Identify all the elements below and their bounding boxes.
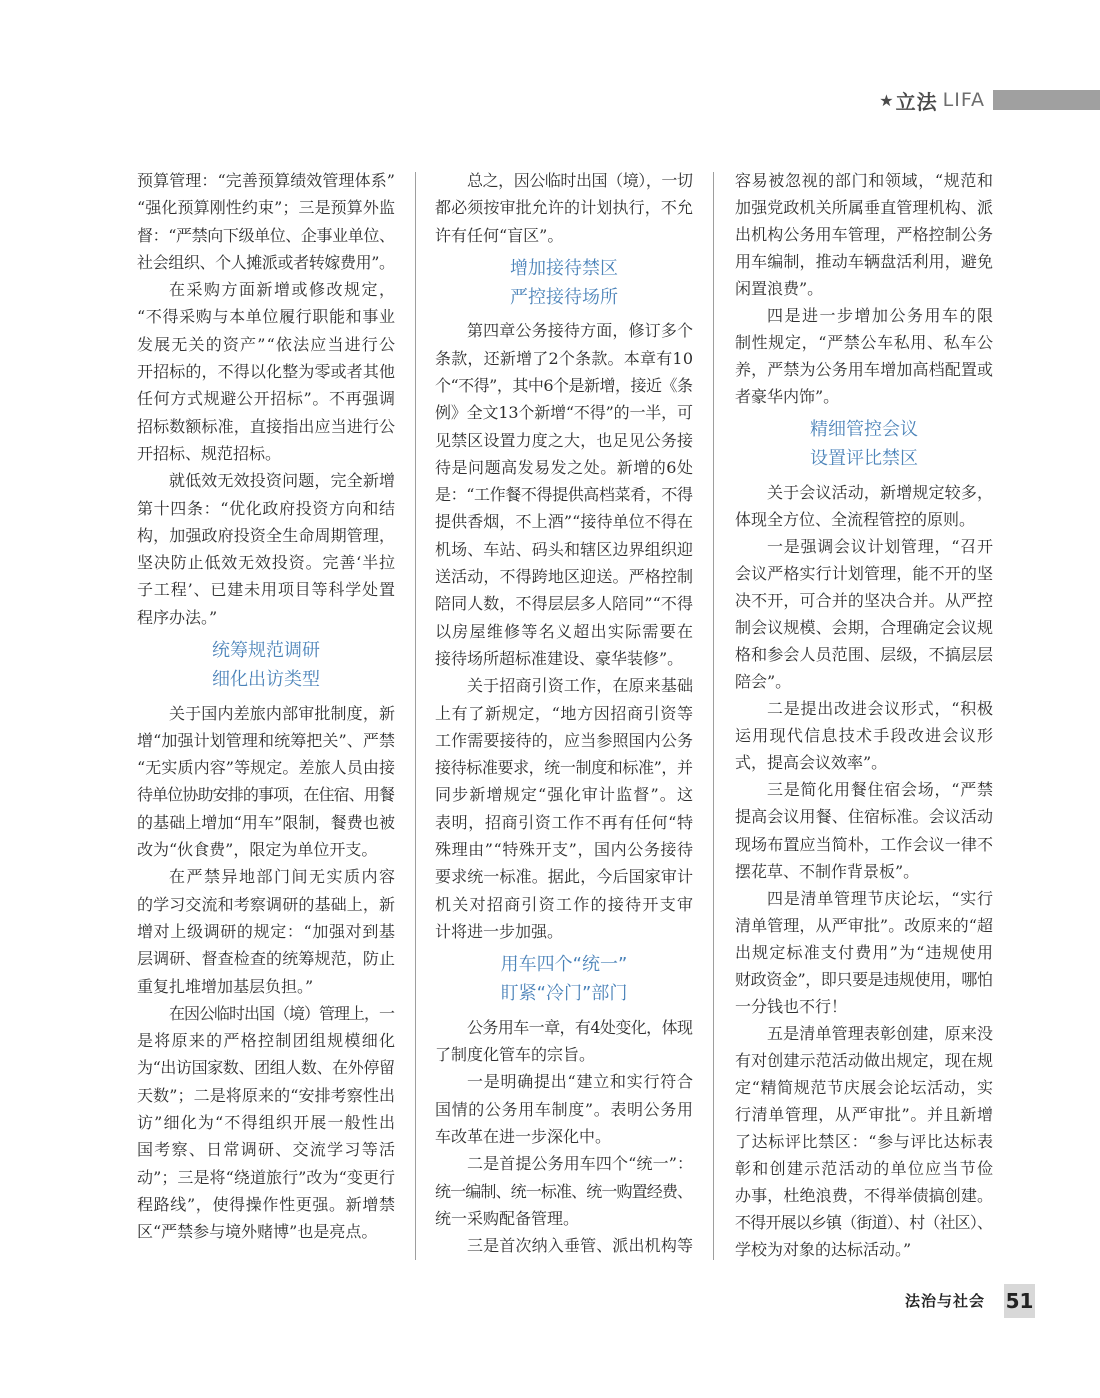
article-column-1 [137,167,395,1245]
text-line [435,222,693,249]
text-line [435,194,693,221]
text-line-content: 的基础上增加“用车”限制，餐费也被 [137,812,396,832]
text-line-content: 机关对招商引资工作的接待开支审 [435,894,695,914]
text-line [735,587,993,614]
paragraph [735,479,993,533]
text-line [435,727,693,754]
text-line [137,945,395,972]
text-line-content: 现场布置应当简朴，工作会议一律不 [735,834,994,854]
text-line [435,918,693,945]
text-line [435,1123,693,1150]
text-line-content: 四是进一步增加公务用车的限 [767,306,995,326]
paragraph [735,1020,993,1263]
text-line [137,604,395,631]
magazine-name: 法治与社会 [904,1292,985,1310]
section-heading-line [435,950,693,979]
section-heading-text: 用车四个“统一” [500,954,628,976]
text-line [435,508,693,535]
text-line-content: 构，加强政府投资全生命周期管理， [137,525,396,545]
text-line-content: 表明，招商引资工作不再有任何“特 [435,812,694,832]
text-line [435,836,693,863]
section-heading-line [137,665,395,694]
text-line [435,1232,693,1259]
text-line [435,454,693,481]
text-line [435,809,693,836]
text-line [137,385,395,412]
text-line [735,1020,993,1047]
text-line-content: 者豪华内饰”。 [735,387,840,407]
text-line-content: 上有了新规定，“地方因招商引资等 [435,703,694,723]
section-heading-text: 精细管控会议 [810,419,918,441]
text-line-content: 改为“伙食费”，限定为单位开支。 [137,840,378,860]
text-line-content: 动”；三是将“绕道旅行”改为“变更行 [137,1167,396,1187]
text-line [435,563,693,590]
text-line [435,863,693,890]
section-heading [137,636,395,694]
text-line-content: 制性规定，“严禁公车私用、私车公 [735,333,994,353]
text-line-content: 访”细化为“不得组织开展一般性出 [137,1113,397,1132]
text-line [137,358,395,385]
text-line [137,413,395,440]
article-column-2 [435,167,693,1259]
column-divider [415,172,416,1260]
text-line [435,781,693,808]
paragraph [137,1000,395,1246]
text-line-content: “强化预算刚性约束”；三是预算外监 [137,198,396,218]
text-line [435,427,693,454]
text-line-content: 增“加强计划管理和统筹把关”、严禁 [137,730,396,750]
text-line-content: 第十四条：“优化政府投资方向和结 [137,498,396,518]
text-line [735,885,993,912]
text-line [435,672,693,699]
text-line [435,317,693,344]
section-title-en: LIFA [942,89,985,111]
page-number: 51 [1005,1289,1034,1313]
text-line [735,939,993,966]
text-line [137,1191,395,1218]
star-icon: ★ [879,90,894,110]
text-line [735,668,993,695]
text-line [735,912,993,939]
text-line [735,858,993,885]
text-line-content: 要求统一标准。据此，今后国家审计 [435,867,694,887]
text-line [735,966,993,993]
text-line-content: 提高会议用餐、住宿标准。会议活动 [735,807,994,827]
text-line [137,276,395,303]
text-line-content: 容易被忽视的部门和领域，“规范和 [735,171,994,190]
text-line [735,1236,993,1263]
text-line-content: 加强党政机关所属垂直管理机构、派 [735,198,994,218]
text-line [735,993,993,1020]
text-line-content: 在采购方面新增或修改规定， [169,280,397,300]
text-line [435,167,693,194]
text-line-content: 增对上级调研的规定：“加强对到基 [137,921,396,941]
text-line [137,700,395,727]
text-line-content: 工作需要接待的，应当参照国内公务 [435,730,694,750]
paragraph [137,863,395,999]
text-line-content: 学校为对象的达标活动。” [735,1240,912,1260]
text-line-content: “无实质内容”等规定。差旅人员由接 [137,758,396,778]
text-line [735,275,993,302]
text-line [735,302,993,329]
text-line-content: 殊理由”“特殊开支”，国内公务接待 [435,840,694,860]
text-line [435,399,693,426]
section-heading [435,950,693,1008]
text-line [735,356,993,383]
text-line-content: 财政资金”，即只要是违规使用，哪怕 [735,969,993,989]
text-line-content: 公务用车一章，有4处变化，体现 [467,1017,693,1037]
text-line-content: 第四章公务接待方面，修订多个 [467,321,694,341]
paragraph [735,776,993,884]
text-line [735,1074,993,1101]
text-line-content: 重复扎堆增加基层负担。” [137,976,314,996]
text-line [735,695,993,722]
text-line [435,645,693,672]
text-line-content: 定“精简规范节庆展会论坛活动，实 [735,1077,994,1097]
text-line [435,536,693,563]
text-line-content: 是：“工作餐不得提供高档菜肴，不得 [435,485,693,505]
text-line-content: 统一编制、统一标准、统一购置经费、 [435,1181,693,1201]
paragraph [137,700,395,864]
text-line [435,1178,693,1205]
text-line [735,1101,993,1128]
text-line [137,303,395,330]
text-line [735,479,993,506]
text-line [137,1109,395,1136]
text-line-content: 式，提高会议效率”。 [735,753,888,773]
text-line-content: 送活动，不得跨地区迎送。严格控制 [435,567,694,587]
text-line-content: 国考察、日常调研、交流学习等活 [137,1140,397,1160]
page-number-box [1004,1284,1035,1318]
text-line-content: 运用现代信息技术手段改进会议形 [735,726,995,746]
text-line-content: 一是明确提出“建立和实行符合 [467,1072,694,1092]
text-line-content: 彰和创建示范活动的单位应当节俭 [735,1159,995,1179]
text-line [137,249,395,276]
text-line-content: 待是问题高发易发之处。新增的6处 [435,457,694,477]
text-line-content: 许有任何“盲区”。 [435,225,564,245]
text-line [435,700,693,727]
text-line [435,1041,693,1068]
article-column-3 [735,167,993,1263]
text-line-content: 一分钱也不行！ [735,996,848,1016]
text-line [137,727,395,754]
text-line [435,590,693,617]
text-line [735,533,993,560]
text-line-content: 制会议规模、会期，合理确定会议规 [735,618,994,638]
text-line [137,836,395,863]
paragraph [735,167,993,302]
text-line-content: 出机构公务用车管理，严格控制公务 [735,225,994,245]
text-line-content: 出规定标准支付费用”为“违规使用 [735,942,995,962]
text-line [735,1209,993,1236]
paragraph [435,672,693,945]
section-heading-line [435,979,693,1008]
text-line-content: 招标数额标准，直接指出应当进行公 [137,416,396,436]
text-line [735,831,993,858]
paragraph [137,167,395,276]
text-line-content: 国情的公务用车制度”。表明公务用 [435,1099,694,1119]
text-line [435,1205,693,1232]
text-line [735,1182,993,1209]
section-heading-line [435,254,693,283]
text-line-content: 机场、车站、码头和辖区边界组织迎 [435,539,694,559]
text-line [137,1000,395,1027]
text-line-content: 有对创建示范活动做出规定，现在规 [735,1050,994,1070]
text-line [735,194,993,221]
column-divider [713,172,714,1260]
text-line-content: 在严禁异地部门间无实质内容 [169,867,397,887]
text-line [735,1155,993,1182]
text-line-content: 行清单管理，从严审批”。并且新增 [735,1105,994,1124]
text-line-content: “不得采购与本单位履行职能和事业 [137,307,396,327]
text-line [735,803,993,830]
text-line [137,549,395,576]
section-heading-text: 统筹规范调研 [212,640,320,662]
text-line [735,1047,993,1074]
text-line [137,1082,395,1109]
section-heading-text: 细化出访类型 [212,669,320,691]
text-line [137,781,395,808]
text-line-content: 是将原来的严格控制团组规模细化 [137,1031,397,1051]
text-line [735,221,993,248]
text-line [735,506,993,533]
text-line [137,331,395,358]
section-heading-text: 盯紧“冷门”部门 [500,983,628,1005]
text-line [735,776,993,803]
text-line-content: 同步新增规定“强化审计监督”。这 [435,785,695,805]
text-line-content: 格和参会人员范围、层级，不搞层层 [735,645,994,665]
text-line-content: 了制度化管车的宗旨。 [435,1045,596,1065]
paragraph [735,695,993,776]
text-line-content: 关于会议活动，新增规定较多， [767,482,994,502]
text-line [735,248,993,275]
paragraph [435,1150,693,1232]
text-line-content: 计将进一步加强。 [435,921,564,941]
text-line-content: 开招标的，不得以化整为零或者其他 [137,362,396,382]
section-header [879,88,985,112]
text-line-content: 发展无关的资产”“依法应当进行公 [137,334,397,354]
text-line-content: 都必须按审批允许的计划执行，不允 [435,198,694,218]
paragraph [435,1068,693,1150]
text-line [435,754,693,781]
text-line [137,973,395,1000]
section-heading-line [137,636,395,665]
text-line-content: 闲置浪费”。 [735,279,824,299]
text-line [137,440,395,467]
text-line-content: 统一采购配备管理。 [435,1208,580,1228]
text-line-content: 接待标准要求，统一制度和标准”，并 [435,758,693,778]
text-line-content: 条款，还新增了2个条款。本章有10 [435,348,694,368]
text-line [137,863,395,890]
text-line-content: 陪会”。 [735,672,792,692]
text-line-content: 了达标评比禁区：“参与评比达标表 [735,1132,994,1152]
text-line [137,891,395,918]
text-line [137,522,395,549]
section-heading-text: 设置评比禁区 [810,448,918,470]
text-line-content: 见禁区设置力度之大，也足见公务接 [435,430,694,450]
text-line [137,1136,395,1163]
text-line-content: 关于国内差旅内部审批制度，新 [169,703,396,723]
text-line [735,1128,993,1155]
text-line [735,641,993,668]
text-line-content: 办事，杜绝浪费，不得举债搞创建。 [735,1186,994,1206]
text-line-content: 以房屋维修等名义超出实际需要在 [435,621,695,641]
text-line [435,891,693,918]
section-heading-line [735,415,993,444]
text-line-content: 就低效无效投资问题，完全新增 [169,471,396,491]
paragraph [735,885,993,1020]
text-line-content: 个“不得”，其中6个是新增，接近《条 [435,375,693,395]
section-heading-line [435,283,693,312]
paragraph [435,1232,693,1259]
text-line-content: 坚决防止低效无效投资。完善‘半拉 [137,553,396,573]
text-line [435,1096,693,1123]
text-line [137,495,395,522]
text-line-content: 的学习交流和考察调研的基础上，新 [137,894,396,914]
paragraph [735,533,993,695]
text-line-content: 体现全方位、全流程管控的原则。 [735,509,976,529]
text-line-content: 清单管理，从严审批”。改原来的“超 [735,915,994,935]
text-line-content: 天数”；二是将原来的“安排考察性出 [137,1085,396,1105]
text-line-content: 提供香烟，不上酒”“接待单位不得在 [435,512,694,532]
text-line [137,467,395,494]
text-line [137,918,395,945]
text-line-content: 养，严禁为公务用车增加高档配置或 [735,360,994,380]
text-line-content: 待单位协助安排的事项，在住宿、用餐 [137,785,395,805]
text-line-content: 在因公临时出国（境）管理上，一 [169,1003,394,1023]
text-line [735,167,993,194]
text-line-content: 开招标、规范招标。 [137,443,282,463]
text-line-content: 车改革在进一步深化中。 [435,1126,612,1146]
text-line-content: 决不开，可合并的坚决合并。从严控 [735,591,994,611]
header-bar [993,90,1100,110]
text-line-content: 关于招商引资工作，在原来基础 [467,676,694,696]
text-line-content: 陪同人数，不得层层多人陪同”“不得 [435,594,694,614]
text-line-content: 摆花草、不制作背景板”。 [735,861,920,881]
paragraph [435,317,693,672]
text-line-content: 为“出访国家数、团组人数、在外停留 [137,1058,395,1078]
section-heading-text: 严控接待场所 [510,286,618,308]
text-line-content: 预算管理：“完善预算绩效管理体系” [137,171,396,190]
text-line [137,194,395,221]
text-line-content: 会议严格实行计划管理，能不开的坚 [735,564,994,584]
text-line-content: 接待场所超标准建设、豪华装修”。 [435,648,684,668]
text-line-content: 二是提出改进会议形式，“积极 [767,699,994,719]
text-line [735,614,993,641]
text-line [435,1014,693,1041]
text-line [137,754,395,781]
text-line [137,1164,395,1191]
text-line-content: 用车编制，推动车辆盘活利用，避免 [735,252,994,272]
text-line-content: 三是简化用餐住宿会场，“严禁 [767,780,994,800]
text-line-content: 总之，因公临时出国（境），一切 [467,171,693,190]
text-line-content: 任何方式规避公开招标”。不再强调 [137,389,396,409]
paragraph [735,302,993,410]
text-line [137,1054,395,1081]
text-line-content: 不得开展以乡镇（街道）、村（社区）、 [735,1213,993,1233]
text-line [735,383,993,410]
text-line [137,1218,395,1245]
text-line-content: 层调研、督查检查的统筹规范，防止 [137,949,396,969]
text-line [435,1150,693,1177]
text-line [435,372,693,399]
text-line-content: 例》全文13个新增“不得”的一半，可 [435,403,693,423]
text-line-content: 一是强调会议计划管理，“召开 [767,537,994,557]
text-line-content: 区“严禁参与境外赌博”也是亮点。 [137,1222,378,1242]
text-line-content: 四是清单管理节庆论坛，“实行 [767,888,994,908]
text-line-content: 五是清单管理表彰创建，原来没 [767,1023,994,1043]
text-line [435,618,693,645]
section-heading-line [735,444,993,473]
text-line-content: 三是首次纳入垂管、派出机构等 [467,1236,694,1256]
text-line [137,167,395,194]
section-title-cn: 立法 [895,89,938,114]
text-line-content: 子工程’、已建未用项目等科学处置 [137,580,396,600]
section-heading [435,254,693,312]
paragraph [137,467,395,631]
text-line [137,809,395,836]
text-line [137,222,395,249]
text-line [735,749,993,776]
text-line [137,576,395,603]
text-line [735,560,993,587]
text-line-content: 程序办法。” [137,607,218,627]
text-line [435,1068,693,1095]
text-line [735,329,993,356]
text-line [435,345,693,372]
text-line-content: 二是首提公务用车四个“统一”： [467,1154,694,1174]
text-line [735,722,993,749]
text-line-content: 督：“严禁向下级单位、企事业单位、 [137,225,395,245]
section-heading [735,415,993,473]
text-line [435,481,693,508]
text-line-content: 程路线”，使得操作性更强。新增禁 [137,1194,396,1214]
paragraph [435,167,693,249]
paragraph [435,1014,693,1069]
paragraph [137,276,395,467]
text-line [137,1027,395,1054]
text-line-content: 社会组织、个人摊派或者转嫁费用”。 [137,252,395,272]
section-heading-text: 增加接待禁区 [510,257,618,279]
